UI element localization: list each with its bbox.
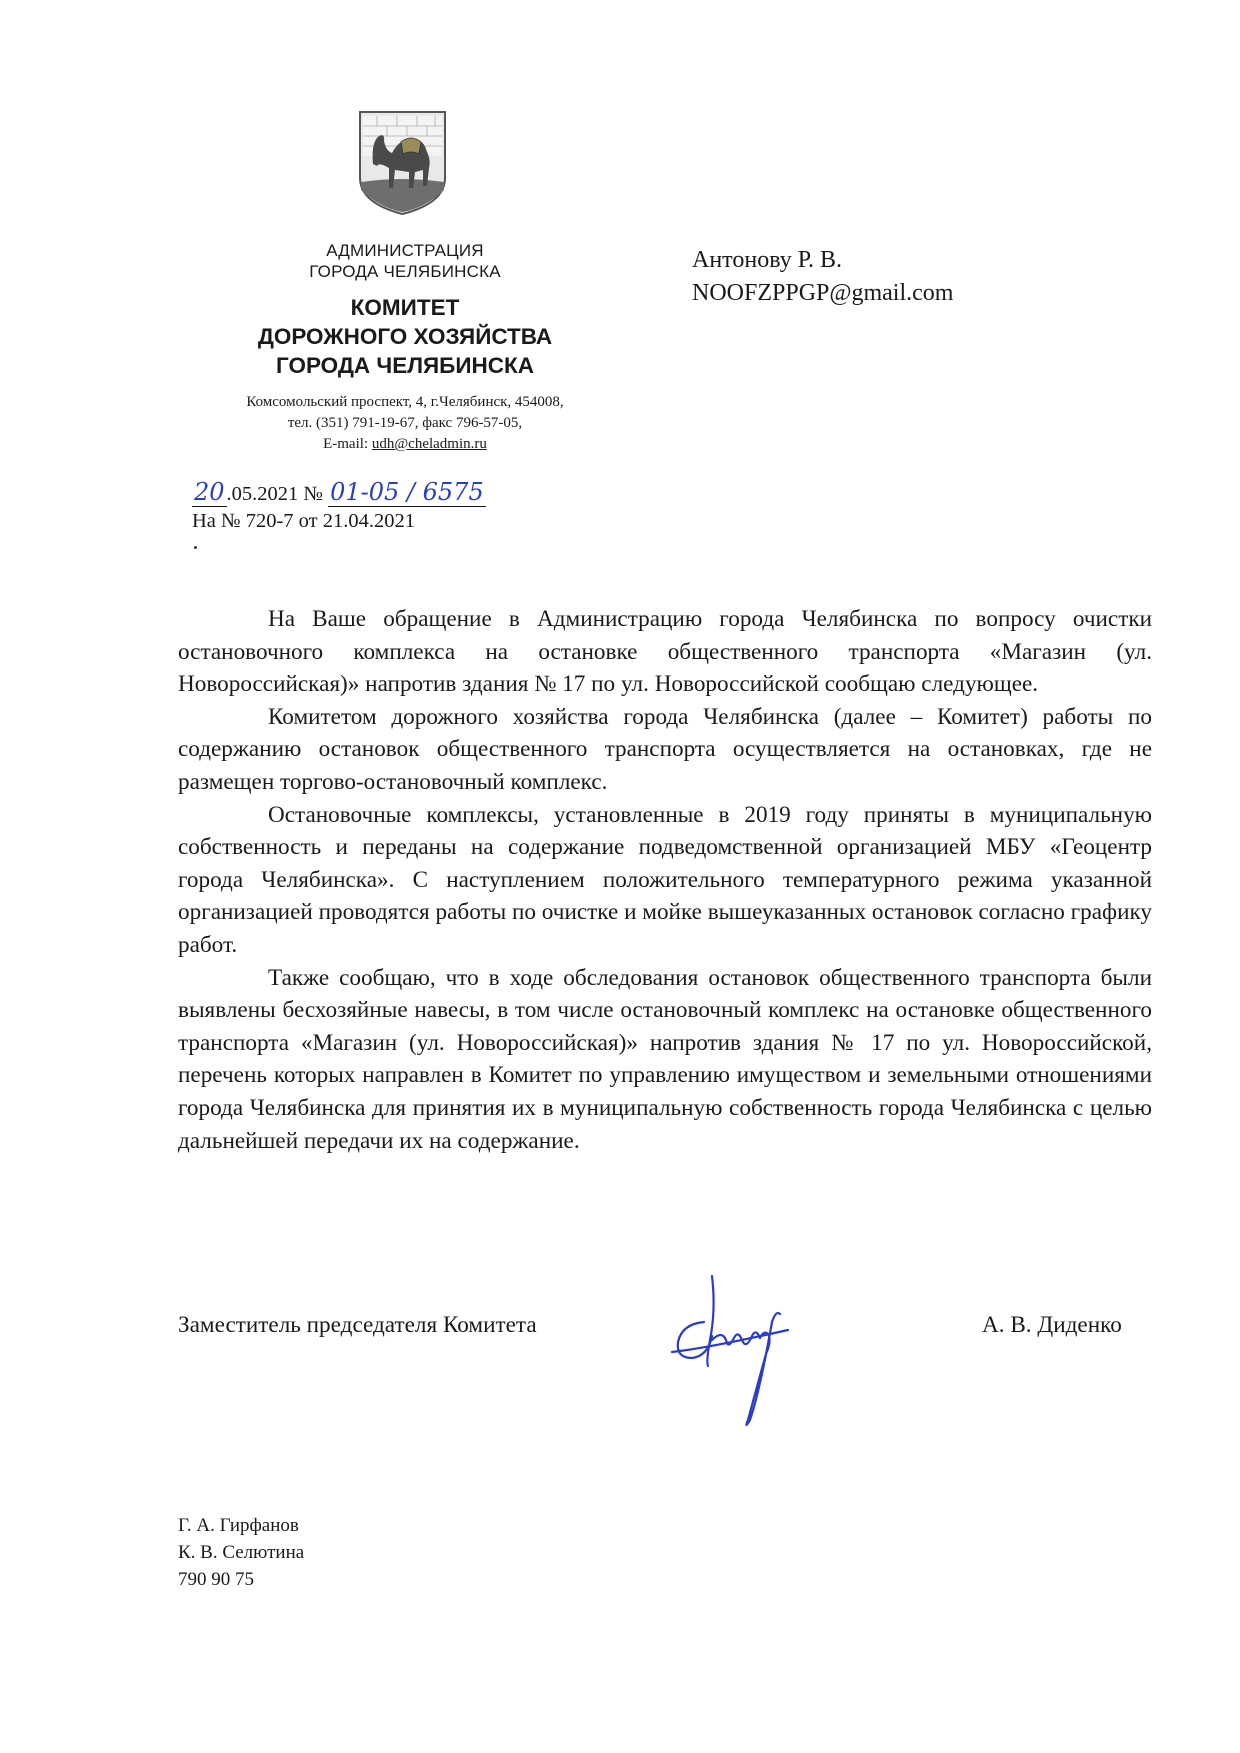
reference-line: На № 720-7 от 21.04.2021 [192, 510, 415, 532]
committee-line1: КОМИТЕТ [350, 295, 460, 320]
registration-day-handwritten: 20 [194, 478, 225, 506]
executors-block [178, 1512, 304, 1593]
org-email-line [190, 434, 620, 455]
addressee-block [692, 244, 953, 310]
handwritten-signature [668, 1270, 808, 1435]
committee-line2: ДОРОЖНОГО ХОЗЯЙСТВА [257, 324, 553, 349]
executor-2: К. В. Селютина [178, 1542, 305, 1563]
admin-title-line2: ГОРОДА ЧЕЛЯБИНСКА [309, 262, 501, 281]
org-contacts [190, 392, 620, 455]
org-address: Комсомольский проспект, 4, г.Челябинск, 454008, [246, 394, 564, 410]
body-paragraph-2: Комитетом дорожного хозяйства города Челябинска (далее – Комитет) работы по содержанию остановок общественного транспорта осуществляется на остановках, где не размещен торгово-остановочный комплекс. [178, 703, 1152, 795]
signatory-name: А. В. Диденко [982, 1312, 1122, 1338]
addressee-email: NOOFZPPGP@gmail.com [692, 280, 954, 306]
email-label: E-mail: [323, 436, 372, 452]
org-admin-block [190, 240, 620, 282]
addressee-name: Антонову Р. В. [692, 247, 843, 273]
registration-number-handwritten: 01-05 / 6575 [330, 478, 484, 506]
registration-line [192, 478, 612, 508]
org-phones: тел. (351) 791-19-67, факс 796-57-05, [287, 415, 523, 431]
letter-body [178, 603, 1152, 1157]
signatory-title: Заместитель председателя Комитета [178, 1312, 537, 1338]
coat-of-arms-camel-icon [355, 108, 450, 218]
executor-phone: 790 90 75 [178, 1569, 254, 1590]
body-paragraph-3: Остановочные комплексы, установленные в 2019 году приняты в муниципальную собственность и переданы на содержание подведомственной организацией МБУ «Геоцентр города Челябинска». С наступлением положительного температурного режима указанной организацией проводятся работы по очистке и мойке вышеуказанных остановок согласно графику работ. [178, 801, 1153, 958]
stray-mark [194, 546, 197, 549]
body-paragraph-1: На Ваше обращение в Администрацию города Челябинска по вопросу очистки остановочного комплекса на остановке общественного транспорта «Магазин (ул. Новороссийская)» напротив здания № 17 по ул. Новороссийской сообщаю следующее. [178, 606, 1152, 698]
org-email-link[interactable]: udh@cheladmin.ru [371, 436, 487, 452]
registration-date: .05.2021 № [226, 483, 323, 505]
committee-line3: ГОРОДА ЧЕЛЯБИНСКА [275, 353, 534, 378]
executor-1: Г. А. Гирфанов [178, 1515, 299, 1536]
admin-title-line1: АДМИНИСТРАЦИЯ [326, 241, 484, 260]
committee-title [190, 293, 620, 380]
body-paragraph-4: Также сообщаю, что в ходе обследования остановок общественного транспорта были выявлены бесхозяйные навесы, в том числе остановочный комплекс на остановке общественного транспорта «Магазин (ул. Новороссийская)» напротив здания № 17 по ул. Новороссийской, перечень которых направлен в Комитет по управлению имуществом и земельными отношениями города Челябинска для принятия их в муниципальную собственность города Челябинска с целью дальнейшей передачи их на содержание. [178, 964, 1152, 1154]
